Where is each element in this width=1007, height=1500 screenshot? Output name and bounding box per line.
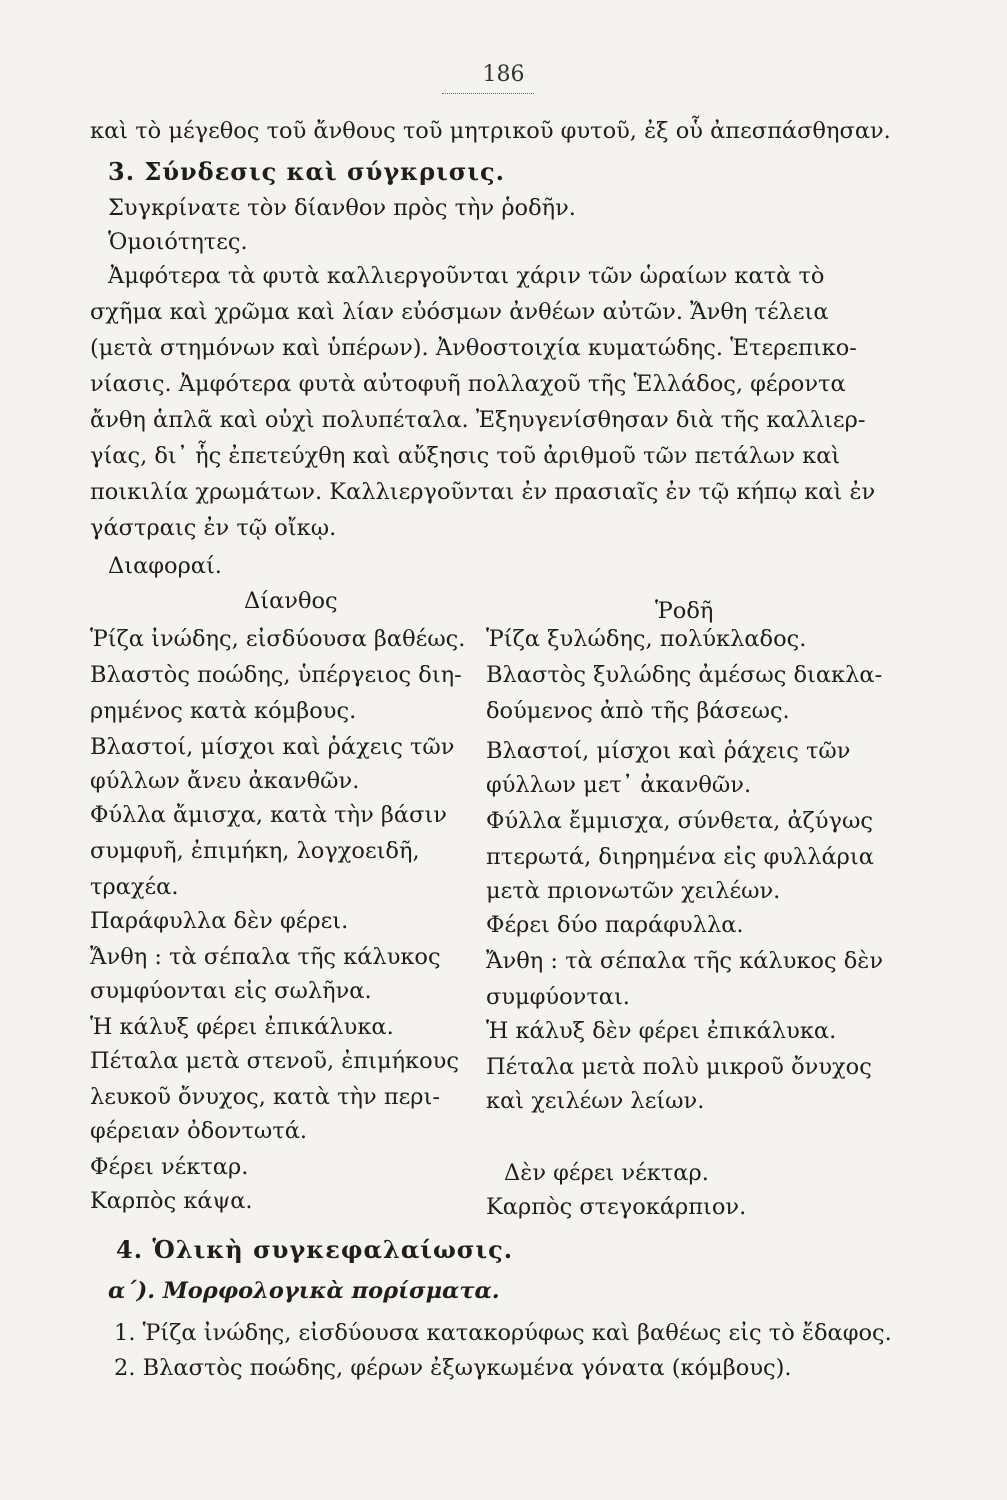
left-line: Βλαστοί, μίσχοι καὶ ῥάχεις τῶν xyxy=(90,734,455,760)
section4-heading: 4. Ὁλικὴ συγκεφαλαίωσις. xyxy=(116,1235,514,1264)
left-line: ρημένος κατὰ κόμβους. xyxy=(90,698,357,724)
section4-subheading: α΄). Μορφολογικὰ πορίσματα. xyxy=(108,1278,500,1304)
right-line: Πέταλα μετὰ πολὺ μικροῦ ὄνυχος xyxy=(486,1054,872,1080)
right-line: Ἡ κάλυξ δὲν φέρει ἐπικάλυκα. xyxy=(486,1018,837,1044)
summary-item: 1. Ῥίζα ἰνώδης, εἰσδύουσα κατακορύφως καὶ βαθέως εἰς τὸ ἔδαφος. xyxy=(114,1320,892,1346)
right-line: Δὲν φέρει νέκταρ. xyxy=(504,1160,709,1186)
similarities-label: Ὁμοιότητες. xyxy=(108,229,248,255)
right-line: Καρπὸς στεγοκάρπιον. xyxy=(486,1194,747,1220)
paragraph-line: γάστραις ἐν τῷ οἴκῳ. xyxy=(90,515,337,541)
right-line: συμφύονται. xyxy=(486,984,630,1010)
left-line: Ῥίζα ἰνώδης, εἰσδύουσα βαθέως. xyxy=(90,626,466,652)
paragraph-line: (μετὰ στημόνων καὶ ὑπέρων). Ἀνθοστοιχία κυματώδης. Ἑτερεπικο- xyxy=(90,335,857,361)
comparison-left-title: Δίανθος xyxy=(244,588,338,614)
paragraph-line: νίασις. Ἀμφότερα φυτὰ αὐτοφυῆ πολλαχοῦ τῆς Ἑλλάδος, φέροντα xyxy=(90,371,846,397)
left-line: Παράφυλλα δὲν φέρει. xyxy=(90,908,349,934)
intro-line: καὶ τὸ μέγεθος τοῦ ἄνθους τοῦ μητρικοῦ φυτοῦ, ἐξ οὗ ἀπεσπάσθησαν. xyxy=(90,118,891,144)
right-line: Φέρει δύο παράφυλλα. xyxy=(486,912,744,938)
left-line: φύλλων ἄνευ ἀκανθῶν. xyxy=(90,768,360,794)
right-line: Φύλλα ἔμμισχα, σύνθετα, ἀζύγως xyxy=(486,808,873,834)
paragraph-line: σχῆμα καὶ χρῶμα καὶ λίαν εὐόσμων ἀνθέων αὐτῶν. Ἄνθη τέλεια xyxy=(90,299,829,325)
page-number-rule xyxy=(442,93,534,94)
right-line: Ἄνθη : τὰ σέπαλα τῆς κάλυκος δὲν xyxy=(486,948,884,974)
right-line: μετὰ πριονωτῶν χειλέων. xyxy=(486,878,781,904)
right-line: δούμενος ἀπὸ τῆς βάσεως. xyxy=(486,698,790,724)
differences-label: Διαφοραί. xyxy=(108,553,222,579)
page-number: 186 xyxy=(482,62,525,87)
left-line: συμφύονται εἰς σωλῆνα. xyxy=(90,978,372,1004)
comparison-right-title: Ῥοδῆ xyxy=(655,598,714,624)
left-line: συμφυῆ, ἐπιμήκη, λογχοειδῆ, xyxy=(90,838,420,864)
left-line: Φύλλα ἄμισχα, κατὰ τὴν βάσιν xyxy=(90,802,447,828)
left-line: Ἡ κάλυξ φέρει ἐπικάλυκα. xyxy=(90,1014,394,1040)
paragraph-line: ἄνθη ἁπλᾶ καὶ οὐχὶ πολυπέταλα. Ἐξηυγενίσθησαν διὰ τῆς καλλιερ- xyxy=(90,407,866,433)
section3-heading: 3. Σύνδεσις καὶ σύγκρισις. xyxy=(108,157,506,186)
left-line: Ἄνθη : τὰ σέπαλα τῆς κάλυκος xyxy=(90,944,441,970)
summary-item: 2. Βλαστὸς ποώδης, φέρων ἐξωγκωμένα γόνατα (κόμβους). xyxy=(114,1355,792,1381)
right-line: φύλλων μετ᾽ ἀκανθῶν. xyxy=(486,772,752,798)
right-line: πτερωτά, διηρημένα εἰς φυλλάρια xyxy=(486,844,874,870)
left-line: τραχέα. xyxy=(90,874,179,900)
left-line: Βλαστὸς ποώδης, ὑπέργειος διη- xyxy=(90,662,462,688)
right-line: καὶ χειλέων λείων. xyxy=(486,1088,705,1114)
right-line: Ῥίζα ξυλώδης, πολύκλαδος. xyxy=(486,626,807,652)
left-line: Φέρει νέκταρ. xyxy=(90,1154,249,1180)
left-line: Καρπὸς κάψα. xyxy=(90,1188,253,1214)
right-line: Βλαστοί, μίσχοι καὶ ῥάχεις τῶν xyxy=(486,738,851,764)
right-line: Βλαστὸς ξυλώδης ἀμέσως διακλα- xyxy=(486,662,883,688)
left-line: Πέταλα μετὰ στενοῦ, ἐπιμήκους xyxy=(90,1048,459,1074)
section3-instruction: Συγκρίνατε τὸν δίανθον πρὸς τὴν ῥοδῆν. xyxy=(108,195,576,221)
paragraph-line: γίας, δι᾽ ἧς ἐπετεύχθη καὶ αὔξησις τοῦ ἀριθμοῦ τῶν πετάλων καὶ xyxy=(90,443,841,469)
left-line: λευκοῦ ὄνυχος, κατὰ τὴν περι- xyxy=(90,1084,440,1110)
left-line: φέρειαν ὀδοντωτά. xyxy=(90,1118,308,1144)
paragraph-line: ποικιλία χρωμάτων. Καλλιεργοῦνται ἐν πρασιαῖς ἐν τῷ κήπῳ καὶ ἐν xyxy=(90,479,876,505)
paragraph-line: Ἀμφότερα τὰ φυτὰ καλλιεργοῦνται χάριν τῶν ὡραίων κατὰ τὸ xyxy=(108,263,825,289)
